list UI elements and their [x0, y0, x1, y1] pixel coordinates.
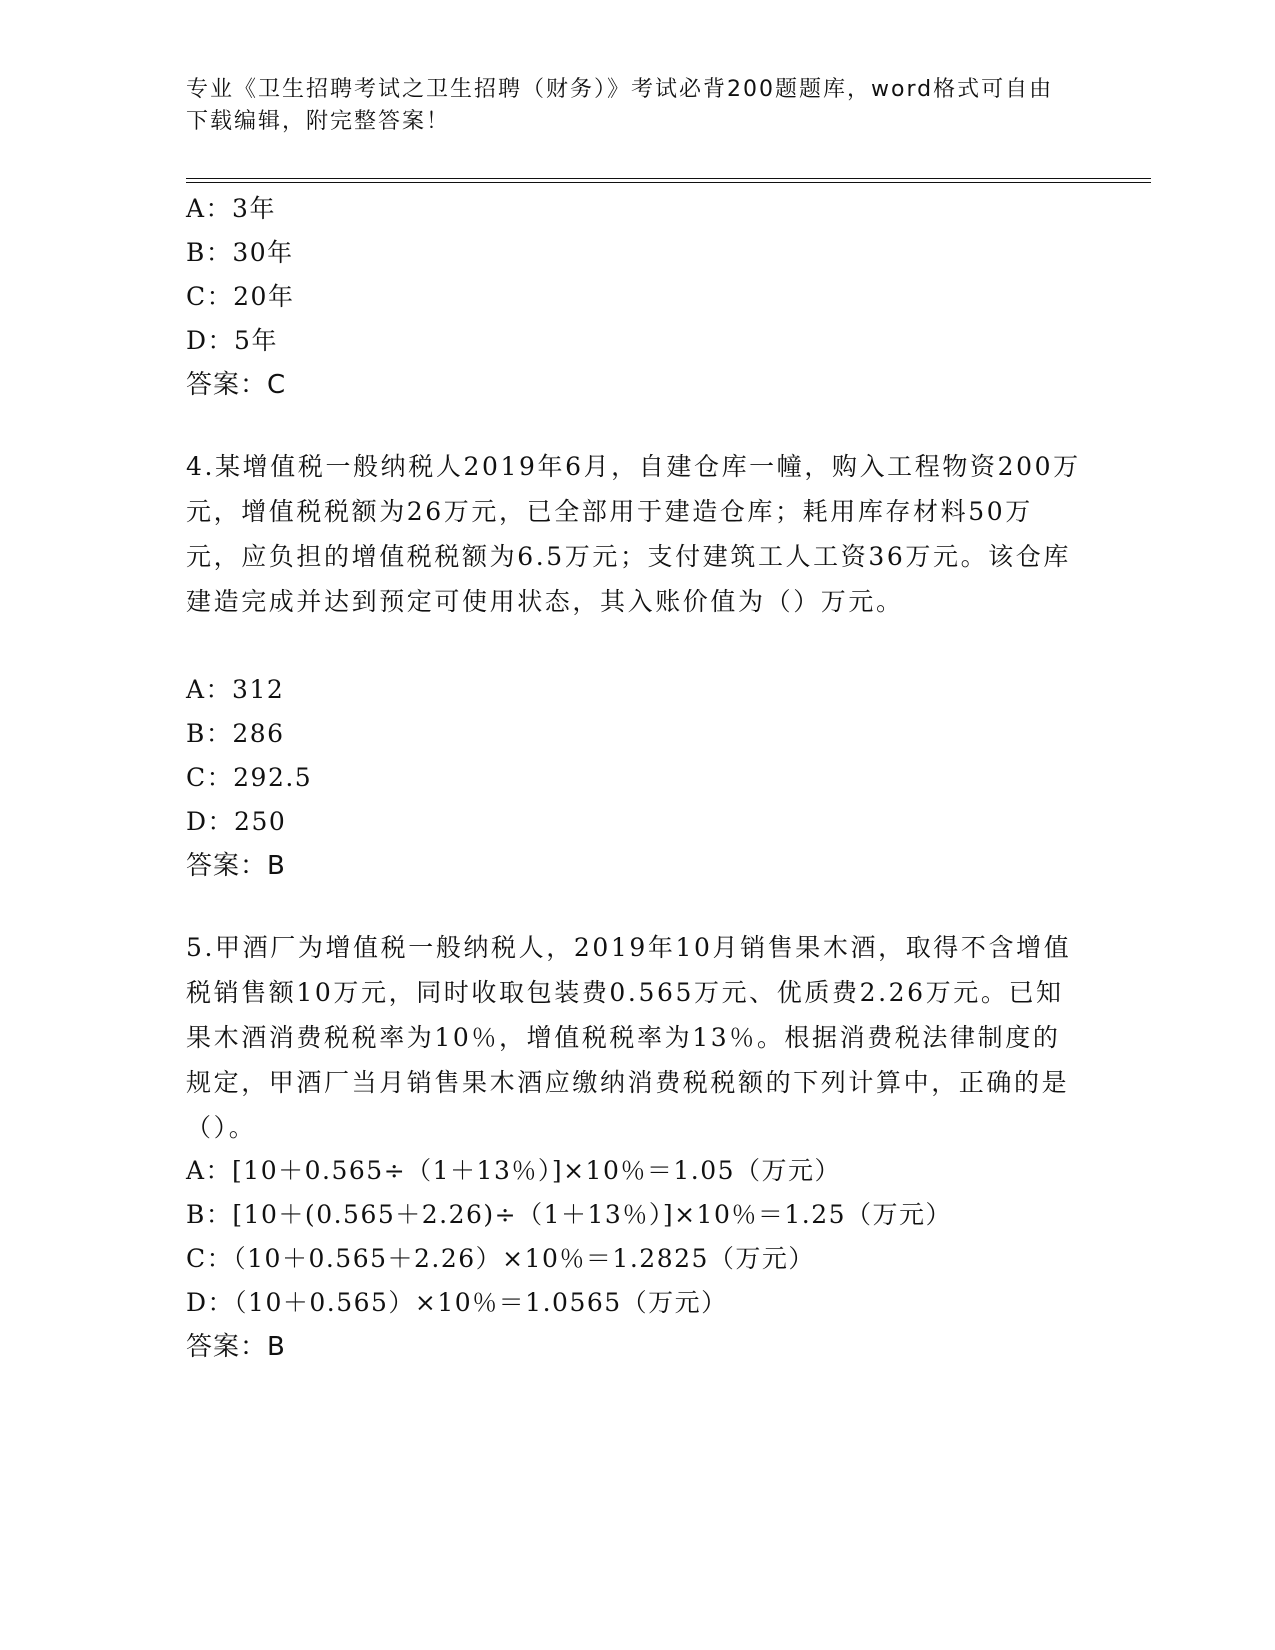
q4-option-b: B：286: [186, 719, 285, 748]
q4-answer: 答案：B: [186, 851, 286, 881]
q5-option-b: B：[10＋(0.565＋2.26)÷（1＋13％）]×10％＝1.25（万元）: [186, 1200, 953, 1229]
q4-text: 4.某增值税一般纳税人2019年6月，自建仓库一幢，购入工程物资200万元，增值税税额为26万元，已全部用于建造仓库；耗用库存材料50万元，应负担的增值税税额为6.5万元；支付建筑工人工资36万元。该仓库建造完成并达到预定可使用状态，其入账价值为（）万元。: [186, 452, 1081, 616]
q4-option-a: A：312: [186, 675, 285, 704]
q5-answer: 答案：B: [186, 1332, 286, 1362]
q4-option-d: D：250: [186, 807, 287, 836]
q3-option-a: A：3年: [186, 194, 276, 223]
header-divider-bottom: [186, 182, 1151, 183]
q5-text: 5.甲酒厂为增值税一般纳税人，2019年10月销售果木酒，取得不含增值税销售额10万元，同时收取包装费0.565万元、优质费2.26万元。已知果木酒消费税税率为10％，增值税税率为13％。根据消费税法律制度的规定，甲酒厂当月销售果木酒应缴纳消费税税额的下列计算中，正确的是（）。: [186, 933, 1072, 1142]
header-divider-top: [186, 178, 1151, 179]
document-header: 专业《卫生招聘考试之卫生招聘（财务）》考试必背200题题库，word格式可自由下载编辑，附完整答案！: [186, 77, 1054, 134]
q3-option-c: C：20年: [186, 282, 295, 311]
q5-option-a: A：[10＋0.565÷（1＋13％）]×10％＝1.05（万元）: [186, 1156, 842, 1185]
q4-option-c: C：292.5: [186, 763, 313, 792]
q3-answer: 答案：C: [186, 370, 287, 400]
q3-option-b: B：30年: [186, 238, 294, 267]
q5-option-d: D：（10＋0.565）×10％＝1.0565（万元）: [186, 1288, 728, 1317]
q3-option-d: D：5年: [186, 326, 278, 355]
q5-option-c: C：（10＋0.565＋2.26）×10％＝1.2825（万元）: [186, 1244, 815, 1273]
